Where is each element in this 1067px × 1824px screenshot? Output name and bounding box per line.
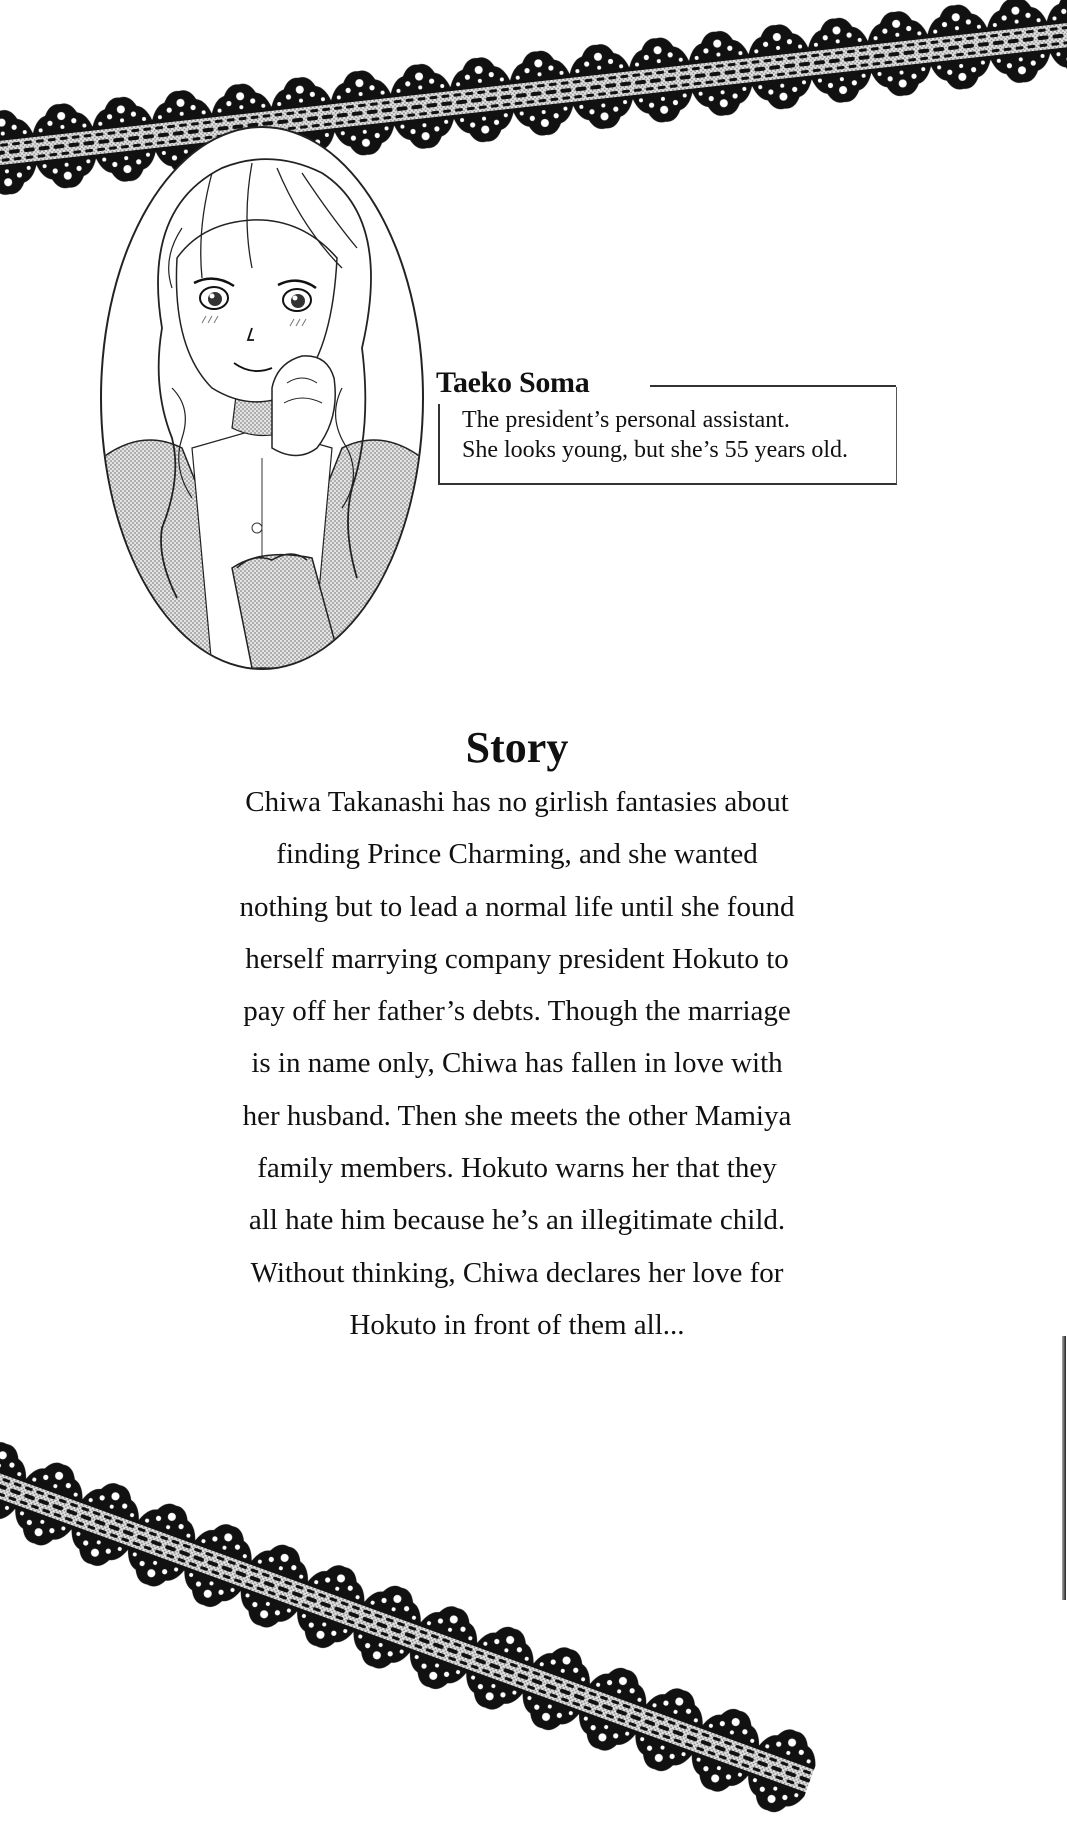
story-line: Hokuto in front of them all... <box>349 1308 685 1341</box>
story-line: finding Prince Charming, and she wanted <box>276 838 758 871</box>
callout-top-rule <box>650 385 896 387</box>
portrait-illustration-icon <box>102 128 422 668</box>
character-name: Taeko Soma <box>436 366 590 399</box>
story-line: nothing but to lead a normal life until she found <box>239 890 795 923</box>
character-portrait <box>100 126 424 670</box>
lace-pattern-icon <box>0 1430 826 1824</box>
character-description-line: The president’s personal assistant. <box>462 407 790 433</box>
character-description <box>462 405 848 465</box>
story-line: all hate him because he’s an illegitimate child. <box>248 1204 786 1237</box>
story-line: her husband. Then she meets the other Mamiya <box>242 1099 792 1132</box>
story-synopsis <box>150 776 884 1351</box>
page-edge-shadow <box>1062 1336 1066 1600</box>
story-line: Without thinking, Chiwa declares her love for <box>250 1256 784 1289</box>
story-line: family members. Hokuto warns her that they <box>257 1152 777 1185</box>
story-line: Chiwa Takanashi has no girlish fantasies about <box>245 786 789 818</box>
story-line: herself marrying company president Hokuto to <box>245 942 789 975</box>
story-line: is in name only, Chiwa has fallen in love with <box>251 1047 783 1080</box>
character-profile-callout <box>438 367 898 487</box>
story-heading: Story <box>465 723 569 772</box>
story-line: pay off her father’s debts. Though the marriage <box>243 995 791 1028</box>
lace-ribbon-bottom <box>0 1430 826 1824</box>
character-description-line: She looks young, but she’s 55 years old. <box>462 437 848 463</box>
